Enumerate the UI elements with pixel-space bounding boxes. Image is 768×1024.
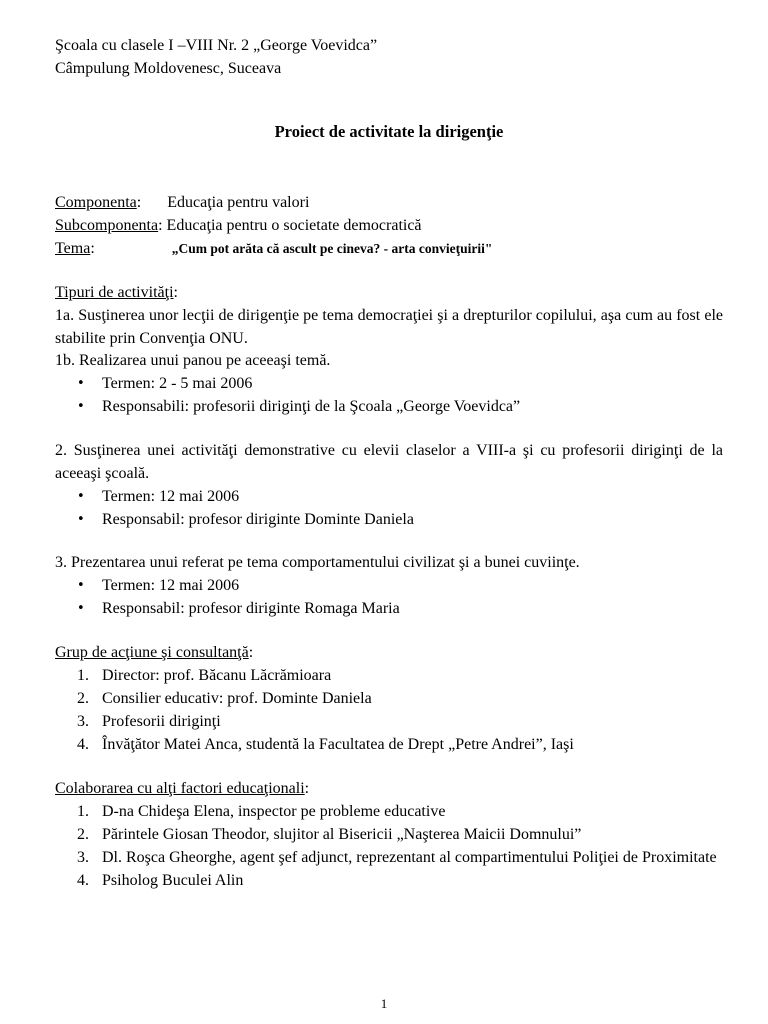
list-item: 2. Părintele Giosan Theodor, slujitor al Bisericii „Naşterea Maicii Domnului”	[77, 826, 582, 843]
activity-2-bullets	[55, 485, 723, 531]
field-subcomponenta-label: Subcomponenta	[55, 217, 159, 234]
field-tema-value: „Cum pot arăta că ascult pe cineva? - arta convieţuirii"	[171, 241, 493, 256]
page-number: 1	[380, 996, 388, 1011]
list-item: • Termen: 12 mai 2006	[55, 485, 723, 508]
activity-1a: 1a. Susţinerea unor lecţii de dirigenţie pe tema democraţiei şi a drepturilor copilului, aşa cum au fost ele stabilite prin Convenţia ONU.	[55, 307, 723, 347]
school-location: Câmpulung Moldovenesc, Suceava	[55, 60, 282, 77]
activity-3: 3. Prezentarea unui referat pe tema comportamentului civilizat şi a bunei cuviinţe.	[55, 554, 580, 571]
field-subcomponenta: Subcomponenta: Educaţia pentru o societate democratică	[55, 217, 422, 234]
collaboration-list	[55, 800, 723, 892]
list-item: • Responsabil: profesor diriginte Dominte Daniela	[55, 508, 723, 531]
list-item: 4. Învăţător Matei Anca, studentă la Facultatea de Drept „Petre Andrei”, Iaşi	[77, 736, 574, 753]
field-componenta-value: Educaţia pentru valori	[167, 194, 310, 211]
collaboration-heading: Colaborarea cu alţi factori educaţionali:	[55, 780, 310, 797]
document-page	[55, 34, 723, 892]
list-item: 1. Director: prof. Băcanu Lăcrămioara	[77, 667, 332, 684]
activity-3-bullets	[55, 574, 723, 620]
list-item: 1. D-na Chideşa Elena, inspector pe probleme educative	[77, 803, 446, 820]
school-name: Şcoala cu clasele I –VIII Nr. 2 „George Voevidca”	[55, 37, 378, 54]
action-group-list	[55, 664, 723, 756]
list-item: • Termen: 12 mai 2006	[55, 574, 723, 597]
field-componenta-label: Componenta	[55, 194, 137, 211]
activity-1b: 1b. Realizarea unui panou pe aceeaşi temă.	[55, 352, 331, 369]
field-componenta: Componenta: Educaţia pentru valori	[55, 194, 310, 211]
list-item: 3. Dl. Roşca Gheorghe, agent şef adjunct, reprezentant al compartimentului Poliţiei de Proximitate	[77, 849, 717, 866]
list-item: 2. Consilier educativ: prof. Dominte Daniela	[77, 690, 372, 707]
activities-heading: Tipuri de activităţi:	[55, 284, 178, 301]
activity-2: 2. Susţinerea unei activităţi demonstrative cu elevii claselor a VIII-a şi cu profesorii diriginţi de la aceeaşi şcoală.	[55, 442, 723, 482]
list-item: • Responsabil: profesor diriginte Romaga Maria	[55, 597, 723, 620]
field-subcomponenta-value: Educaţia pentru o societate democratică	[166, 217, 422, 234]
document-title: Proiect de activitate la dirigenţie	[274, 122, 504, 141]
list-item: • Responsabili: profesorii diriginţi de la Şcoala „George Voevidca”	[55, 395, 723, 418]
action-group-heading: Grup de acţiune şi consultanţă:	[55, 644, 254, 661]
list-item: • Termen: 2 - 5 mai 2006	[55, 372, 723, 395]
list-item: 3. Profesorii diriginţi	[77, 713, 221, 730]
field-tema: Tema: „Cum pot arăta că ascult pe cineva? - arta convieţuirii"	[55, 240, 493, 257]
field-tema-label: Tema	[55, 240, 91, 257]
activity-1-bullets	[55, 372, 723, 418]
list-item: 4. Psiholog Buculei Alin	[77, 872, 244, 889]
